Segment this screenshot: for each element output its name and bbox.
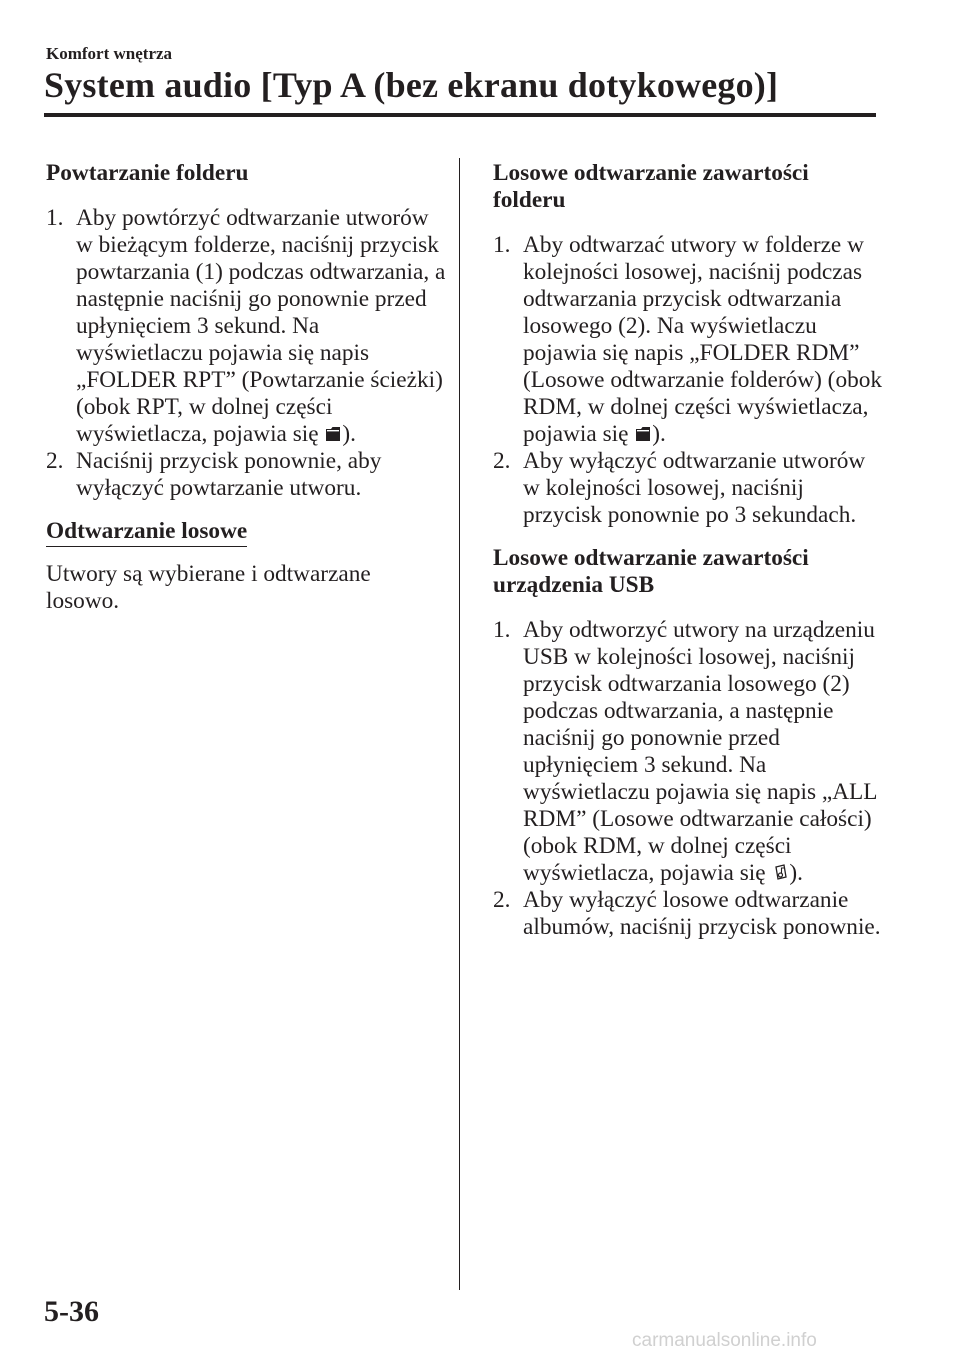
usb-device-icon: [772, 864, 788, 882]
step-text: Aby wyłączyć odtwarzanie utworów w kolejności losowej, naciśnij przycisk ponownie po 3 sekundach.: [523, 448, 866, 528]
step-text-end: ).: [342, 421, 356, 447]
folder-icon: [635, 425, 651, 443]
step-text: Aby powtórzyć odtwarzanie utworów w bieżącym folderze, naciśnij przycisk powtarzania (1) podczas odtwarzania, a następnie naciśnij go ponownie przed upłynięciem 3 sekund. Na wyświetlaczu pojawia się napis „FOLDER RPT” (Powtarzanie ścieżki) (obok RPT, w dolnej części wyświetlacza, pojawia się: [76, 205, 446, 447]
section-label: Komfort wnętrza: [46, 44, 173, 63]
right-column: [493, 160, 883, 957]
step-text: Aby odtworzyć utwory na urządzeniu USB w kolejności losowej, naciśnij przycisk odtwarzania losowego (2) podczas odtwarzania, a następnie naciśnij go ponownie przed upłynięciem 3 sekund. Na wyświetlaczu pojawia się napis „ALL RDM” (Losowe odtwarzanie całości) (obok RDM, w dolnej części wyświetlacza, pojawia się: [523, 617, 877, 886]
watermark: carmanualsonline.info: [632, 1330, 817, 1351]
step-text-end: ).: [652, 421, 666, 447]
steps-usb-random: [493, 617, 883, 941]
steps-folder-repeat: [46, 205, 448, 502]
step-number: 1.: [493, 617, 511, 643]
step-number: 2.: [493, 887, 511, 913]
heading-usb-random-line2: urządzenia USB: [493, 572, 655, 598]
step-text: Aby odtwarzać utwory w folderze w kolejności losowej, naciśnij podczas odtwarzania przycisk odtwarzania losowego (2). Na wyświetlaczu pojawia się napis „FOLDER RDM” (Losowe odtwarzanie folderów) (obok RDM, w dolnej części wyświetlacza, pojawia się: [523, 232, 883, 447]
page-number: 5-36: [44, 1295, 99, 1328]
step-text: Naciśnij przycisk ponownie, aby wyłączyć powtarzanie utworu.: [76, 448, 382, 501]
page-title: System audio [Typ A (bez ekranu dotykowego)]: [44, 65, 779, 105]
heading-folder-random: Losowe odtwarzanie zawartości folderu: [493, 160, 809, 213]
step-text-end: ).: [789, 860, 803, 886]
left-column: [46, 160, 448, 631]
heading-folder-repeat: Powtarzanie folderu: [46, 160, 249, 186]
title-rule: [44, 113, 876, 117]
folder-icon: [325, 425, 341, 443]
step-number: 2.: [493, 448, 511, 474]
steps-folder-random: [493, 232, 883, 529]
list-item: [493, 617, 883, 887]
step-text: Aby wyłączyć losowe odtwarzanie albumów, naciśnij przycisk ponownie.: [523, 887, 881, 940]
heading-random: Odtwarzanie losowe: [46, 518, 247, 547]
heading-usb-random-line1: Losowe odtwarzanie zawartości: [493, 545, 809, 571]
list-item: [493, 887, 883, 941]
list-item: [493, 232, 883, 448]
heading-usb-random: [493, 545, 883, 599]
list-item: [46, 448, 448, 502]
step-number: 1.: [46, 205, 64, 231]
list-item: [493, 448, 883, 529]
random-description: Utwory są wybierane i odtwarzane losowo.: [46, 561, 371, 614]
step-number: 1.: [493, 232, 511, 258]
column-divider: [459, 158, 460, 1290]
list-item: [46, 205, 448, 448]
step-number: 2.: [46, 448, 64, 474]
